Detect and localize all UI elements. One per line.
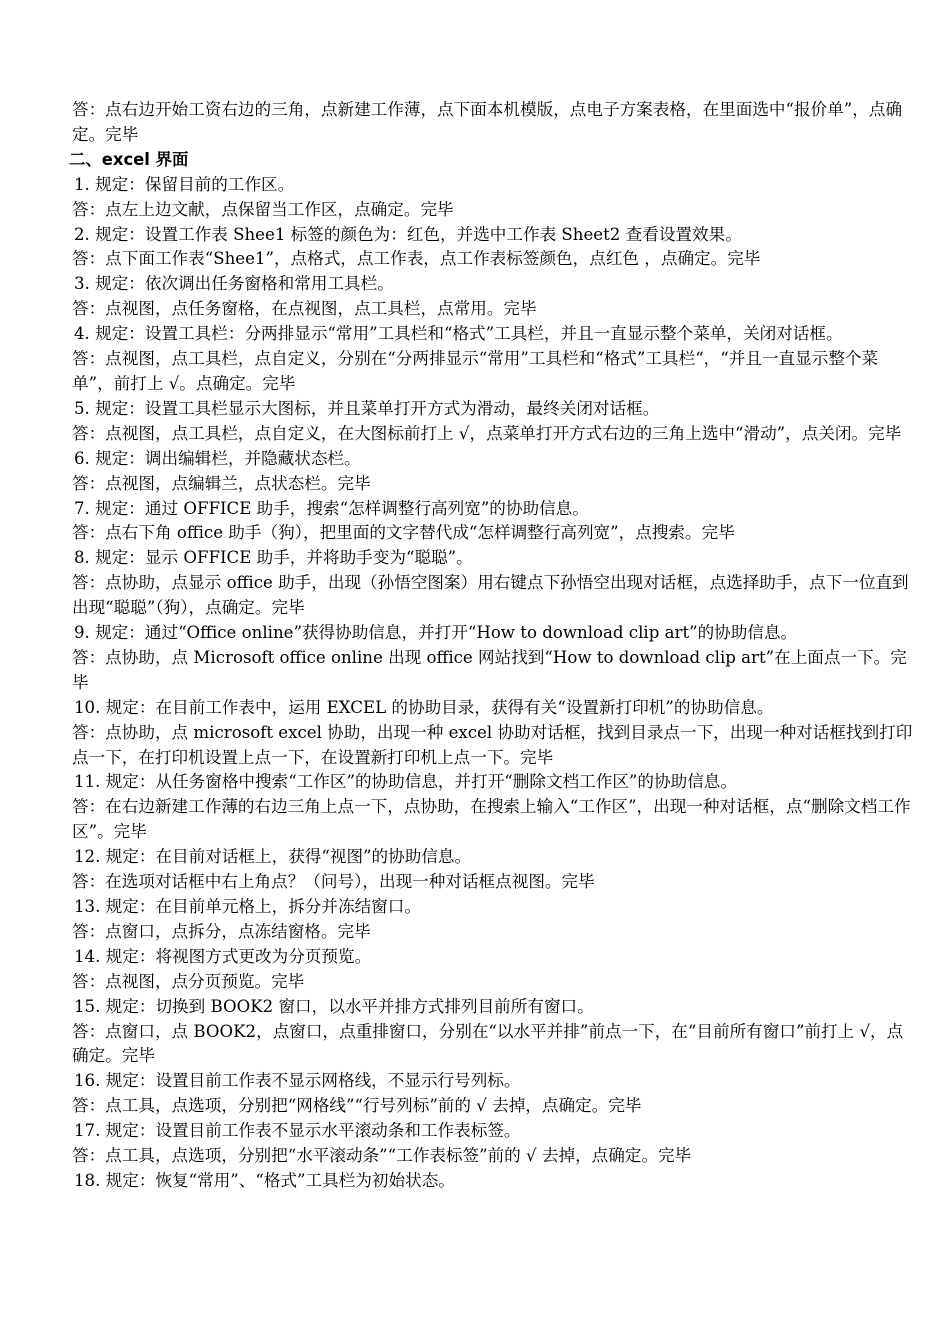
answer-15: 答：点窗口，点 BOOK2，点窗口，点重排窗口，分别在“以水平并排”前点一下，在“目前所有窗口”前打上 √，点确定。完毕 [72, 1021, 904, 1066]
question-12: 12. 规定：在目前对话框上，获得“视图”的协助信息。 [74, 847, 472, 867]
question-5: 5. 规定：设置工具栏显示大图标，并且菜单打开方式为滑动，最终关闭对话框。 [74, 398, 660, 418]
answer-9: 答：点协助，点 Microsoft office online 出现 office 网站找到“How to download clip art”在上面点一下。完毕 [72, 647, 907, 692]
question-3: 3. 规定：依次调出任务窗格和常用工具栏。 [74, 274, 394, 294]
answer-13: 答：点窗口，点拆分，点冻结窗格。完毕 [72, 921, 371, 941]
answer-5: 答：点视图，点工具栏，点自定义，在大图标前打上 √，点菜单打开方式右边的三角上选中“滑动”，点关闭。完毕 [72, 423, 902, 443]
answer-14: 答：点视图，点分页预览。完毕 [72, 971, 305, 991]
answer-10: 答：点协助，点 microsoft excel 协助，出现一种 excel 协助对话框，找到目录点一下，出现一种对话框找到打印点一下，在打印机设置上点一下，在设置新打印机上点一下。完毕 [72, 722, 913, 767]
question-17: 17. 规定：设置目前工作表不显示水平滚动条和工作表标签。 [74, 1121, 521, 1141]
question-15: 15. 规定：切换到 BOOK2 窗口，以水平并排方式排列目前所有窗口。 [74, 996, 594, 1016]
answer-16: 答：点工具，点选项，分别把“网格线”“行号列标”前的 √ 去掉，点确定。完毕 [72, 1096, 642, 1116]
document-page [69, 98, 917, 1194]
answer-6: 答：点视图，点编辑兰，点状态栏。完毕 [72, 473, 371, 493]
question-16: 16. 规定：设置目前工作表不显示网格线，不显示行号列标。 [74, 1071, 521, 1091]
question-2: 2. 规定：设置工作表 Shee1 标签的颜色为：红色，并选中工作表 Sheet2 查看设置效果。 [74, 224, 742, 244]
answer-17: 答：点工具，点选项，分别把“水平滚动条”“工作表标签”前的 √ 去掉，点确定。完毕 [72, 1146, 692, 1166]
question-18: 18. 规定：恢复“常用”、“格式”工具栏为初始状态。 [74, 1170, 455, 1190]
question-4: 4. 规定：设置工具栏：分两排显示“常用”工具栏和“格式”工具栏，并且一直显示整个菜单，关闭对话框。 [74, 324, 843, 344]
answer-11: 答：在右边新建工作薄的右边三角上点一下，点协助，在搜索上输入“工作区”，出现一种对话框，点“删除文档工作区”。完毕 [72, 797, 911, 842]
question-1: 1. 规定：保留目前的工作区。 [74, 174, 295, 194]
question-10: 10. 规定：在目前工作表中，运用 EXCEL 的协助目录，获得有关“设置新打印机”的协助信息。 [74, 697, 774, 717]
section-title: 二、excel 界面 [69, 149, 189, 169]
answer-12: 答：在选项对话框中右上角点？（问号），出现一种对话框点视图。完毕 [72, 872, 595, 892]
answer-3: 答：点视图，点任务窗格，在点视图，点工具栏，点常用。完毕 [72, 299, 537, 319]
answer-2: 答：点下面工作表“Shee1”，点格式，点工作表，点工作表标签颜色，点红色 ，点确定。完毕 [72, 249, 761, 269]
qa-list [72, 173, 917, 1194]
question-13: 13. 规定：在目前单元格上，拆分并冻结窗口。 [74, 897, 421, 916]
question-6: 6. 规定：调出编辑栏，并隐藏状态栏。 [74, 448, 361, 468]
answer-7: 答：点右下角 office 助手（狗），把里面的文字替代成“怎样调整行高列宽”，点搜索。完毕 [72, 523, 735, 543]
intro-answer: 答：点右边开始工资右边的三角，点新建工作薄，点下面本机模版，点电子方案表格，在里面选中“报价单”，点确定。完毕 [72, 100, 903, 144]
question-9: 9. 规定：通过“Office online”获得协助信息，并打开“How to download clip art”的协助信息。 [74, 623, 798, 643]
answer-4: 答：点视图，点工具栏，点自定义，分别在“分两排显示“常用”工具栏和“格式”工具栏“，“并且一直显示整个菜单”，前打上 √。点确定。完毕 [72, 349, 879, 393]
question-7: 7. 规定：通过 OFFICE 助手，搜索“怎样调整行高列宽”的协助信息。 [74, 498, 589, 518]
question-14: 14. 规定：将视图方式更改为分页预览。 [74, 946, 372, 966]
answer-1: 答：点左上边文献，点保留当工作区，点确定。完毕 [72, 199, 454, 219]
question-8: 8. 规定：显示 OFFICE 助手，并将助手变为“聪聪”。 [74, 548, 473, 568]
question-11: 11. 规定：从任务窗格中搜索“工作区”的协助信息，并打开“删除文档工作区”的协助信息。 [74, 772, 737, 792]
answer-8: 答：点协助，点显示 office 助手，出现（孙悟空图案）用右键点下孙悟空出现对话框，点选择助手，点下一位直到出现“聪聪”（狗），点确定。完毕 [72, 573, 909, 618]
